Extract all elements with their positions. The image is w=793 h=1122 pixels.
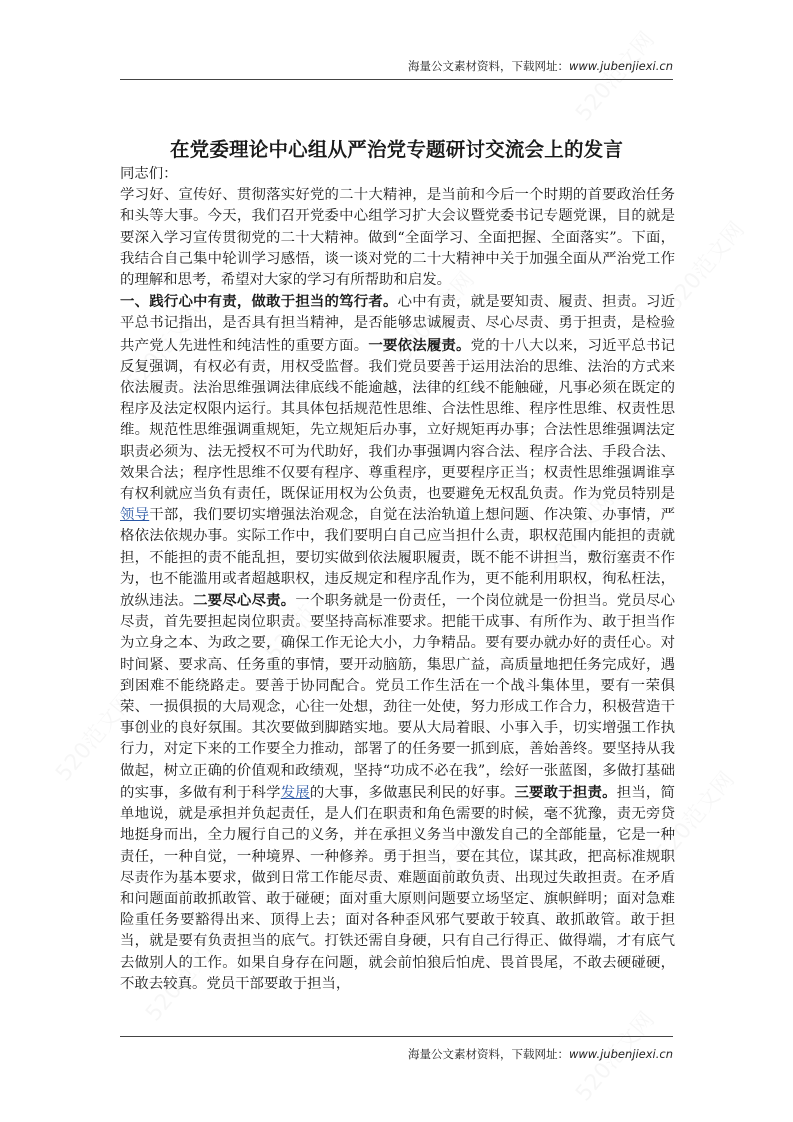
header-divider bbox=[120, 79, 673, 80]
footer-note bbox=[408, 1046, 673, 1062]
footer-note-text: 海量公文素材资料，下载网址： bbox=[407, 1047, 569, 1061]
section-1-paragraph bbox=[120, 291, 675, 995]
sub-heading-1: 一要依法履责。 bbox=[368, 336, 471, 354]
section-1-text-c: 干部，我们要切实增强法治观念，自觉在法治轨道上想问题、作决策、办事情，严格依法依规办事。实际工作中，我们要明白自己应当担什么责，职权范围内能担的责就担，不能担的责不能乱担，要切实做到依法履职履责，既不能不讲担当，敷衍塞责不作为，也不能滥用或者超越职权，违反规定和程序乱作为，更不能利用职权，徇私枉法，放纵违法。 bbox=[120, 507, 675, 610]
footer-url[interactable]: www.jubenjiexi.cn bbox=[568, 1047, 673, 1061]
sub-heading-2: 二要尽心尽责。 bbox=[193, 592, 296, 610]
footer-divider bbox=[120, 1036, 673, 1037]
salutation: 同志们： bbox=[120, 166, 178, 182]
section-1-heading: 一、践行心中有责，做敢于担当的笃行者。 bbox=[120, 293, 398, 311]
intro-paragraph: 学习好、宣传好、贯彻落实好党的二十大精神，是当前和今后一个时期的首要政治任务和头等大事。今天，我们召开党委中心组学习扩大会议暨党委书记专题党课，目的就是要深入学习宣传贯彻党的二十大精神。做到“全面学习、全面把握、全面落实”。下面，我结合自己集中轮训学习感悟，谈一谈对党的二十大精神中关于加强全面从严治党工作的理解和思考，希望对大家的学习有所帮助和启发。 bbox=[120, 187, 675, 289]
section-1-text-a: 心中有责，就是要知责、履责、担责。习近平总书记指出，是否具有担当精神，是否能够忠诚履责、尽心尽责、勇于担责，是检验共产党人先进性和纯洁性的重要方面。 bbox=[120, 294, 675, 354]
document-title: 在党委理论中心组从严治党专题研讨交流会上的发言 bbox=[169, 138, 624, 161]
section-1-text-e: 的大事，多做惠民利民的好事。 bbox=[309, 784, 515, 801]
document-body bbox=[120, 164, 675, 995]
section-1-text-d: 一个职务就是一份责任，一个岗位就是一份担当。党员尽心尽责，首先要担起岗位职责。要坚持高标准要求。把能干成事、有所作为、敢于担当作为立身之本、为政之要，确保工作无论大小，力争精品。要有要办就办好的责任心。对时间紧、要求高、任务重的事情，要开动脑筋，集思广益，高质量地把任务完成好，遇到困难不能绕路走。要善于协同配合。党员工作生活在一个战斗集体里，要有一荣俱荣、一损俱损的大局观念，心往一处想，劲往一处使，努力形成工作合力，积极营造干事创业的良好氛围。其次要做到脚踏实地。要从大局着眼、小事入手，切实增强工作执行力，对定下来的工作要全力推动，部署了的任务要一抓到底，善始善终。要坚持从我做起，树立正确的价值观和政绩观，坚持“功成不必在我”，绘好一张蓝图，多做打基础的实事，多做有利于科学 bbox=[120, 593, 675, 801]
header-url[interactable]: www.jubenjiexi.cn bbox=[568, 59, 673, 73]
link-lingdao[interactable]: 领导 bbox=[120, 507, 150, 524]
header-note-text: 海量公文素材资料，下载网址： bbox=[407, 59, 569, 73]
section-1-text-f: 担当，简单地说，就是承担并负起责任，是人们在职责和角色需要的时候，毫不犹豫，责无旁贷地挺身而出，全力履行自己的义务，并在承担义务当中激发自己的全部能量，它是一种责任，一种自觉，一种境界、一种修养。勇于担当，要在其位，谋其政，把高标准规职尽责作为基本要求，做到日常工作能尽责、难题面前敢负责、出现过失敢担责。在矛盾和问题面前敢抓敢管、敢于碰硬；面对重大原则问题要立场坚定、旗帜鲜明；面对急难险重任务要豁得出来、顶得上去；面对各种歪风邪气要敢于较真、敢抓敢管。敢于担当，就是要有负责担当的底气。打铁还需自身硬，只有自己行得正、做得端，才有底气去做别人的工作。如果自身存在问题，就会前怕狼后怕虎、畏首畏尾，不敢去硬碰硬，不敢去较真。党员干部要敢于担当， bbox=[120, 784, 675, 992]
section-1-text-b: 党的十八大以来，习近平总书记反复强调，有权必有责，用权受监督。我们党员要善于运用法治的思维、法治的方式来依法履责。法治思维强调法律底线不能逾越，法律的红线不能触碰，凡事必须在既定的程序及法定权限内运行。其具体包括规范性思维、合法性思维、程序性思维、权责性思维。规范性思维强调重规矩，先立规矩后办事，立好规矩再办事；合法性思维强调法定职责必须为、法无授权不可为代助好，我们办事强调内容合法、程序合法、手段合法、效果合法；程序性思维不仅要有程序、尊重程序，更要程序正当；权责性思维强调谁享有权利就应当负有责任，既保证用权为公负责，也要避免无权乱负责。作为党员特别是 bbox=[120, 337, 675, 503]
watermark bbox=[567, 24, 660, 127]
sub-heading-3: 三要敢于担责。 bbox=[514, 783, 617, 801]
header-note bbox=[408, 58, 673, 74]
link-fazhan[interactable]: 发展 bbox=[280, 784, 310, 801]
